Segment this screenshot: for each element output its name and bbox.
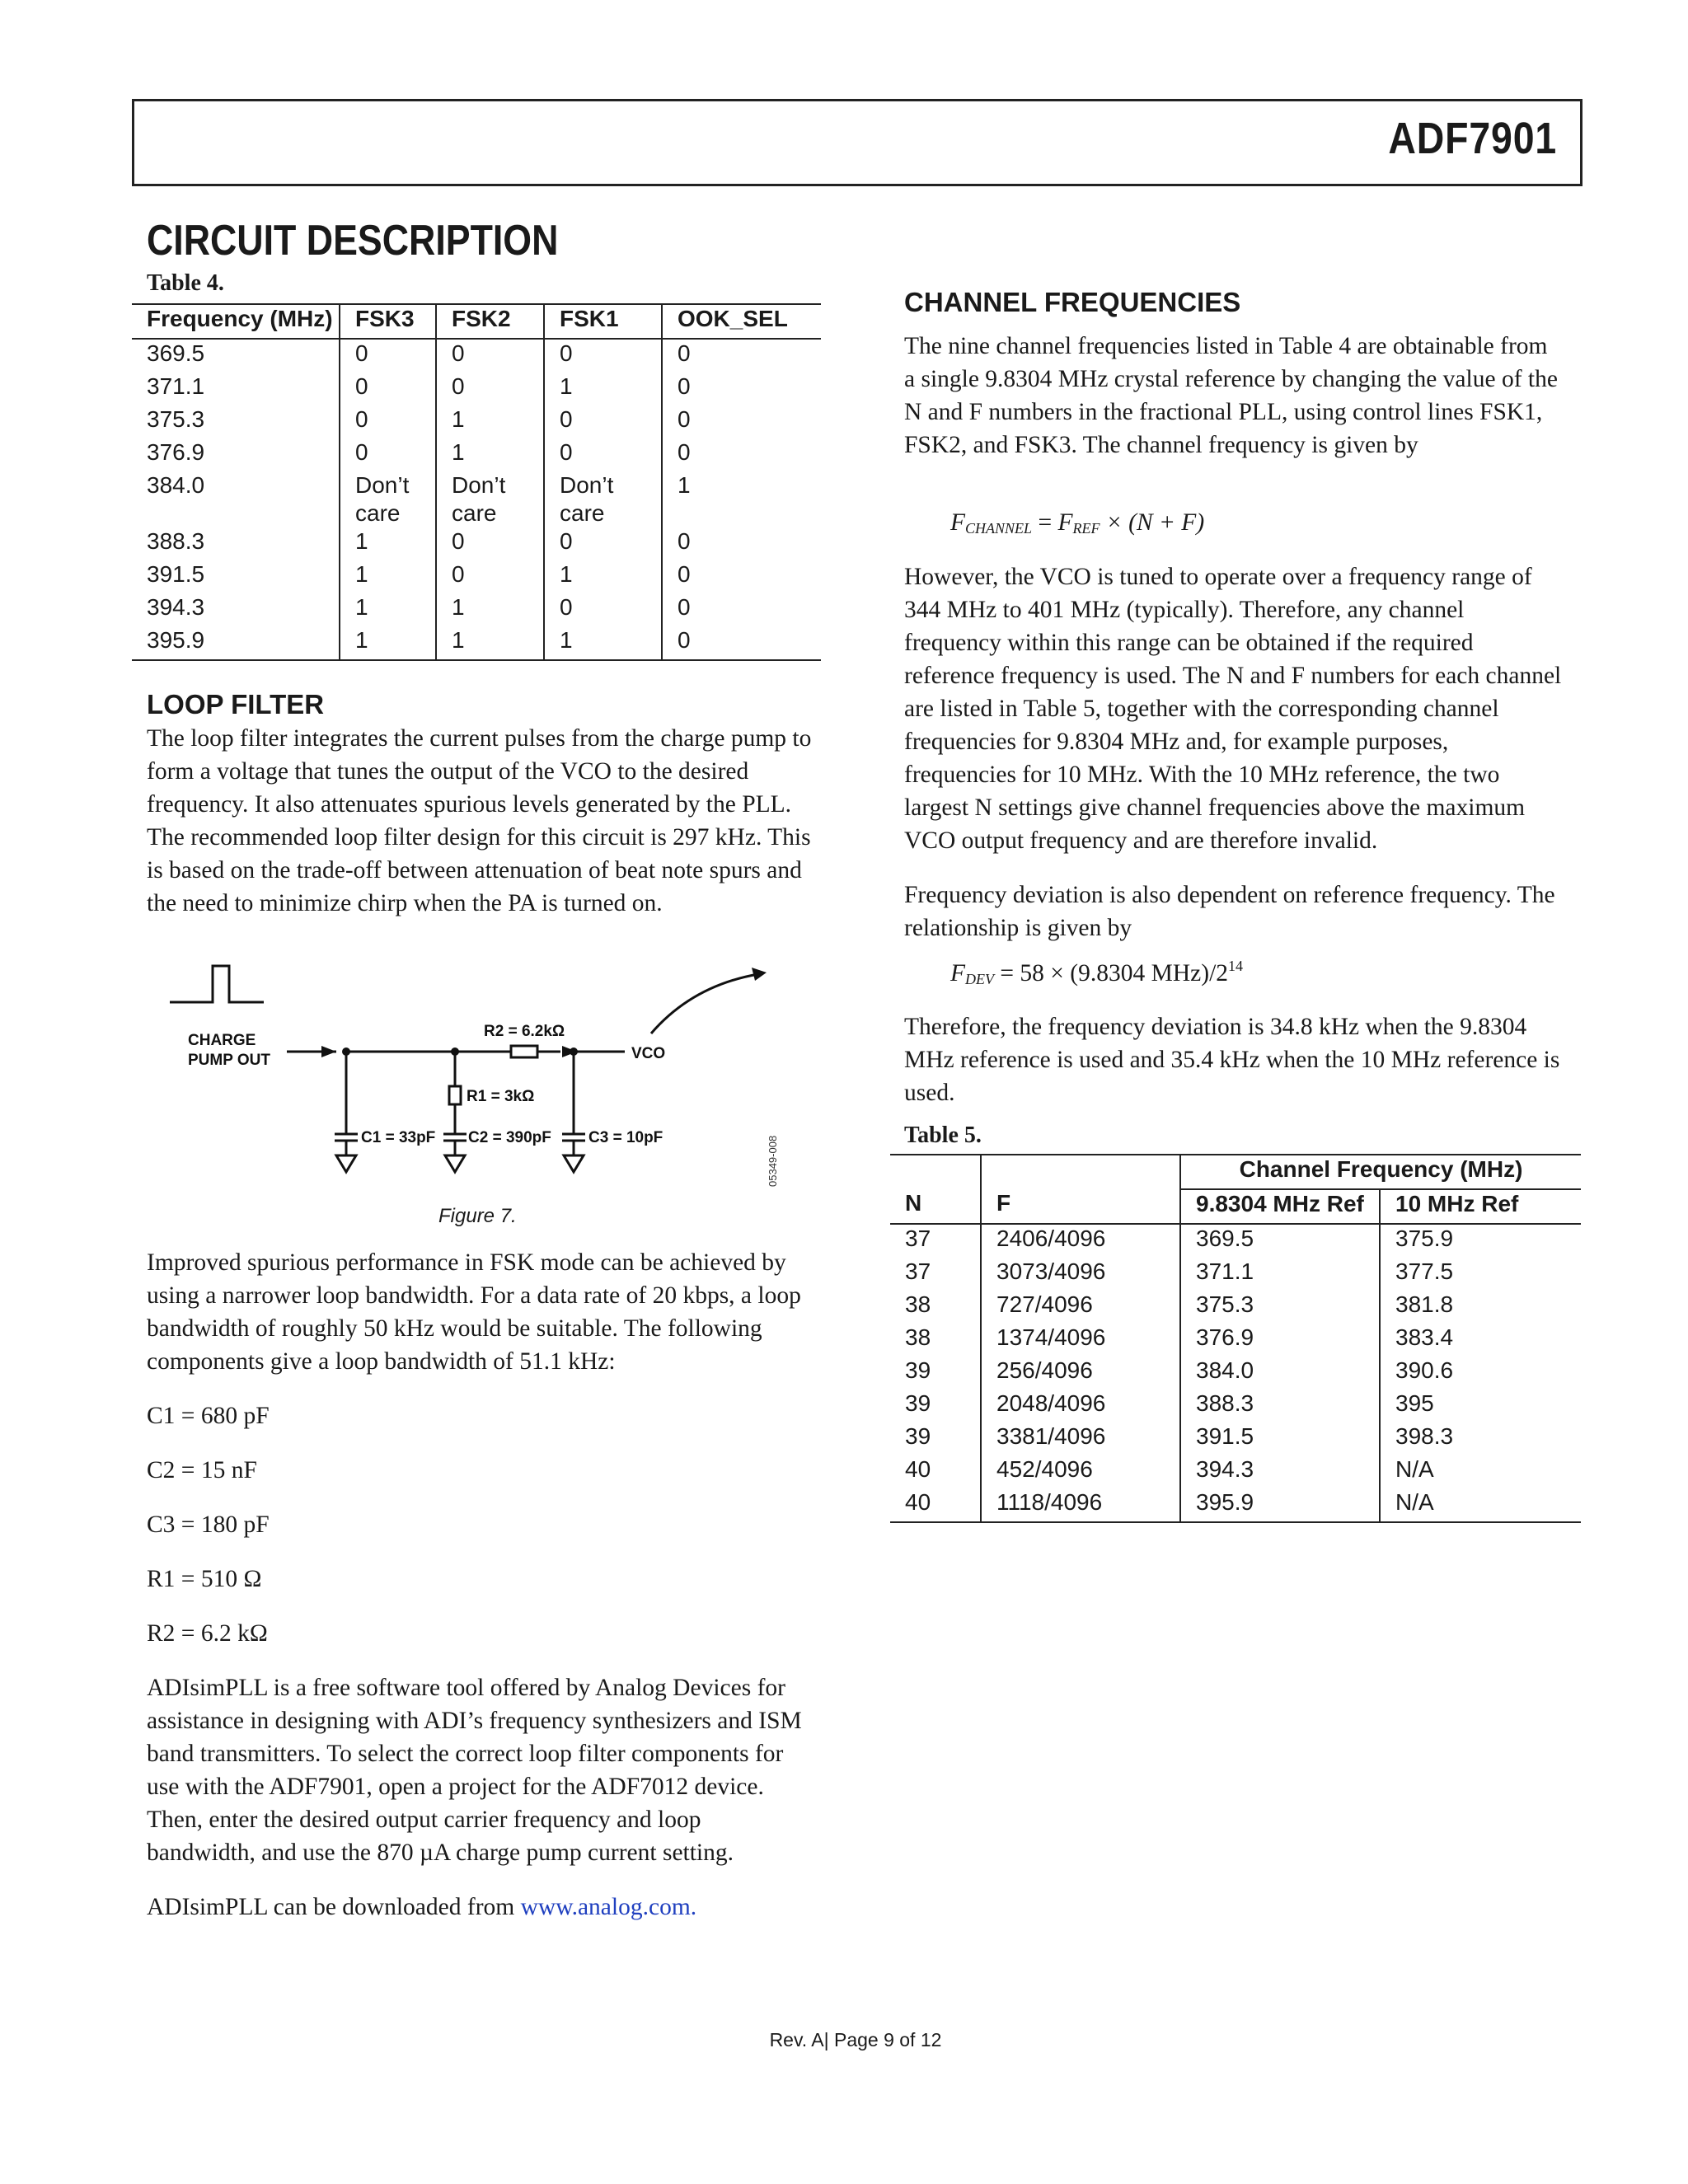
table-cell: 388.3 <box>1180 1390 1380 1422</box>
table-row <box>132 339 821 373</box>
deviation-equation <box>950 958 1243 988</box>
table-cell: 1374/4096 <box>981 1324 1180 1357</box>
figure-code: 05349-008 <box>767 1135 779 1187</box>
channel-frequency-equation <box>950 509 1204 537</box>
resistor-r2 <box>511 1046 537 1057</box>
eq-symbol: F <box>950 509 966 536</box>
table-cell: 40 <box>905 1489 931 1515</box>
section-title: CIRCUIT DESCRIPTION <box>147 217 559 265</box>
table-cell: 375.9 <box>1380 1224 1581 1258</box>
table5-header-row <box>890 1189 1581 1224</box>
table-cell: N/A <box>1380 1488 1581 1522</box>
table-row <box>890 1291 1581 1324</box>
table-cell: 39 <box>905 1390 931 1416</box>
table-cell: 3073/4096 <box>981 1258 1180 1291</box>
table-cell: 384.0 <box>1180 1357 1380 1390</box>
table-row <box>132 471 821 527</box>
table-cell: 40 <box>905 1456 931 1482</box>
table-cell: 0 <box>436 339 544 373</box>
table-cell: 0 <box>662 373 821 405</box>
table-cell: 1 <box>544 626 662 660</box>
paragraph: The nine channel frequencies listed in Table 4 are obtainable from a single 9.8304 MHz crystal reference by changing the value of the N and F numbers in the fractional PLL, using control lines FSK1, FSK2, and FSK3. The channel frequency is given by <box>904 333 1558 458</box>
resistor-r1 <box>449 1086 461 1104</box>
paragraph: The loop filter integrates the current pulses from the charge pump to form a voltage that tunes the output of the VCO to the desired frequency. It also attenuates spurious levels generated by the PLL. The recommended loop filter design for this circuit is 297 kHz. This is based on the trade-off between attenuation of beat note spurs and the need to minimize chirp when the PA is turned on. <box>147 725 812 916</box>
table-row <box>890 1324 1581 1357</box>
table-cell: 0 <box>340 373 436 405</box>
table-row <box>890 1488 1581 1522</box>
table5-group-header: Channel Frequency (MHz) <box>1180 1155 1581 1189</box>
table-cell: 1 <box>544 373 662 405</box>
eq-exponent: 14 <box>1228 958 1244 974</box>
schematic-wires <box>170 966 758 1172</box>
loop-filter-heading: LOOP FILTER <box>147 689 325 719</box>
component-value: R1 = 510 Ω <box>147 1566 262 1592</box>
arrow-icon <box>321 1046 336 1057</box>
table-cell: 38 <box>905 1291 931 1317</box>
table-cell: 384.0 <box>147 472 205 498</box>
table-row <box>132 626 821 660</box>
table4 <box>132 303 821 661</box>
table-cell: 0 <box>662 626 821 660</box>
table-cell: 1 <box>544 560 662 593</box>
eq-operator: = <box>1032 509 1058 536</box>
table-cell: 381.8 <box>1380 1291 1581 1324</box>
table-cell: 395 <box>1380 1390 1581 1422</box>
paragraph: However, the VCO is tuned to operate over a frequency range of 344 MHz to 401 MHz (typically). Therefore, any channel frequency within this range can be obtained if the required reference frequency is used. The N and F numbers for each channel are listed in Table 5, together with the corresponding channel frequencies for 9.8304 MHz and, for example purposes, frequencies for 10 MHz. With the 10 MHz reference, the two largest N settings give channel frequencies above the maximum VCO output frequency and are therefore invalid. <box>904 564 1562 854</box>
table-cell: 0 <box>662 339 821 373</box>
table-cell: 1 <box>436 626 544 660</box>
loop-filter-schematic <box>148 956 791 1195</box>
document-id: ADF7901 <box>1388 114 1557 163</box>
table-row <box>132 527 821 560</box>
table-cell: 37 <box>905 1258 931 1284</box>
table-cell: 0 <box>436 373 544 405</box>
table-row <box>132 560 821 593</box>
table-cell: 1118/4096 <box>981 1488 1180 1522</box>
table-cell: 371.1 <box>1180 1258 1380 1291</box>
table-cell: 0 <box>662 527 821 560</box>
junction-dot <box>570 1047 578 1056</box>
table4-body <box>132 339 821 660</box>
eq-subscript: CHANNEL <box>965 520 1033 537</box>
page-footer: Rev. A| Page 9 of 12 <box>769 2029 942 2050</box>
table5-blank-header <box>890 1155 981 1189</box>
ground-icon <box>564 1155 584 1172</box>
table-cell: 0 <box>436 560 544 593</box>
paragraph: Improved spurious performance in FSK mode can be achieved by using a narrower loop bandwidth. For a data rate of 20 kbps, a loop bandwidth of roughly 50 kHz would be suitable. The following components give a loop bandwidth of 51.1 kHz: <box>147 1249 801 1375</box>
junction-dot <box>451 1047 459 1056</box>
table-cell: Don’t care <box>544 471 662 527</box>
component-value: C3 = 180 pF <box>147 1511 270 1538</box>
junction-dot <box>342 1047 350 1056</box>
table-cell: 371.1 <box>147 373 205 399</box>
table-cell: 0 <box>544 339 662 373</box>
table-cell: 1 <box>436 405 544 438</box>
table-row <box>890 1258 1581 1291</box>
table-cell: 394.3 <box>147 594 205 620</box>
download-text: ADIsimPLL can be downloaded from <box>147 1894 521 1920</box>
arrow-icon <box>752 968 767 981</box>
table-cell: 1 <box>340 626 436 660</box>
figure-caption: Figure 7. <box>438 1205 517 1227</box>
table5-header: 9.8304 MHz Ref <box>1180 1189 1380 1224</box>
table5-header: F <box>981 1189 1180 1224</box>
table-cell: 369.5 <box>147 340 205 366</box>
table4-header: OOK_SEL <box>662 304 821 339</box>
paragraph: ADIsimPLL is a free software tool offered by Analog Devices for assistance in designing with ADI’s frequency synthesizers and ISM band transmitters. To select the correct loop filter components for use with the ADF7901, open a project for the ADF7012 device. Then, enter the desired output carrier frequency and loop bandwidth, and use the 870 µA charge pump current setting. <box>147 1675 802 1866</box>
table5-body <box>890 1224 1581 1522</box>
c3-label: C3 = 10pF <box>588 1129 663 1146</box>
table-cell: 376.9 <box>1180 1324 1380 1357</box>
table-cell: 398.3 <box>1380 1422 1581 1455</box>
table-cell: 0 <box>544 438 662 471</box>
table-cell: 0 <box>544 593 662 626</box>
table-row <box>890 1224 1581 1258</box>
table4-header: FSK2 <box>436 304 544 339</box>
table-cell: 1 <box>662 471 821 527</box>
table-cell: 369.5 <box>1180 1224 1380 1258</box>
ground-icon <box>445 1155 465 1172</box>
table-cell: 1 <box>340 560 436 593</box>
table-cell: 395.9 <box>147 627 205 653</box>
eq-symbol: F <box>1057 509 1073 536</box>
ground-icon <box>336 1155 356 1172</box>
channel-text-3 <box>904 1010 1564 1131</box>
table-cell: 376.9 <box>147 439 205 465</box>
header-box <box>132 99 1582 186</box>
table-row <box>890 1357 1581 1390</box>
table-cell: 375.3 <box>147 406 205 432</box>
table-cell: 0 <box>662 560 821 593</box>
table-cell: 395.9 <box>1180 1488 1380 1522</box>
table-cell: 0 <box>544 405 662 438</box>
table-cell: 391.5 <box>147 561 205 587</box>
table-cell: 391.5 <box>1180 1422 1380 1455</box>
table-row <box>890 1455 1581 1488</box>
component-value: C2 = 15 nF <box>147 1457 257 1483</box>
paragraph: Therefore, the frequency deviation is 34.8 kHz when the 9.8304 MHz reference is used and 35.4 kHz when the 10 MHz reference is used. <box>904 1014 1560 1106</box>
table-cell: 1 <box>340 527 436 560</box>
charge-pump-label: PUMP OUT <box>188 1052 270 1069</box>
table-cell: 38 <box>905 1324 931 1350</box>
table5-header: N <box>890 1189 981 1224</box>
table-cell: 256/4096 <box>981 1357 1180 1390</box>
table-cell: 388.3 <box>147 528 205 554</box>
table-cell: 39 <box>905 1357 931 1383</box>
table-cell: Don’t care <box>340 471 436 527</box>
channel-frequencies-heading: CHANNEL FREQUENCIES <box>904 287 1241 317</box>
eq-symbol: F <box>950 960 966 987</box>
table5-header: 10 MHz Ref <box>1380 1189 1581 1224</box>
paragraph <box>147 1891 814 1924</box>
table4-header: FSK1 <box>544 304 662 339</box>
table-cell: 3381/4096 <box>981 1422 1180 1455</box>
table5 <box>890 1154 1581 1523</box>
table-cell: 377.5 <box>1380 1258 1581 1291</box>
table-cell: 0 <box>544 527 662 560</box>
eq-expression: × (N + F) <box>1100 509 1205 536</box>
eq-subscript: DEV <box>965 971 995 987</box>
c1-label: C1 = 33pF <box>361 1129 436 1146</box>
r2-label: R2 = 6.2kΩ <box>484 1023 565 1040</box>
table4-caption: Table 4. <box>147 270 224 296</box>
table-cell: 0 <box>340 339 436 373</box>
c2-label: C2 = 390pF <box>468 1129 551 1146</box>
table-row <box>132 405 821 438</box>
pulse-symbol <box>170 966 264 1002</box>
table-cell: 1 <box>436 438 544 471</box>
channel-text-2 <box>904 560 1564 966</box>
table-cell: 1 <box>340 593 436 626</box>
table-row <box>132 593 821 626</box>
table-cell: 0 <box>662 593 821 626</box>
analog-website-link[interactable]: www.analog.com. <box>520 1894 697 1920</box>
eq-expression: = 58 × (9.8304 MHz)/2 <box>994 960 1229 987</box>
table-cell: Don’t care <box>436 471 544 527</box>
table-cell: 0 <box>340 438 436 471</box>
vco-label: VCO <box>631 1045 666 1062</box>
table-cell: 383.4 <box>1380 1324 1581 1357</box>
charge-pump-label: CHARGE <box>188 1032 256 1049</box>
table-row <box>132 438 821 471</box>
table-cell: 2048/4096 <box>981 1390 1180 1422</box>
table-row <box>132 373 821 405</box>
component-value: R2 = 6.2 kΩ <box>147 1620 268 1647</box>
table-row <box>890 1422 1581 1455</box>
table5-blank-header <box>981 1155 1180 1189</box>
loop-filter-text-2 <box>147 1246 814 1945</box>
component-value: C1 = 680 pF <box>147 1403 270 1429</box>
table5-caption: Table 5. <box>904 1122 982 1148</box>
table-cell: 394.3 <box>1180 1455 1380 1488</box>
table-cell: 727/4096 <box>981 1291 1180 1324</box>
table-cell: 0 <box>436 527 544 560</box>
table4-header-row <box>132 304 821 339</box>
table5-group-row <box>890 1155 1581 1189</box>
table-cell: 2406/4096 <box>981 1224 1180 1258</box>
table-cell: 0 <box>662 405 821 438</box>
table-cell: 37 <box>905 1226 931 1251</box>
loop-filter-text-1 <box>147 722 814 941</box>
table-cell: N/A <box>1380 1455 1581 1488</box>
table-cell: 375.3 <box>1180 1291 1380 1324</box>
table-cell: 39 <box>905 1423 931 1449</box>
table-row <box>890 1390 1581 1422</box>
channel-text-1 <box>904 330 1564 483</box>
table4-header: FSK3 <box>340 304 436 339</box>
vco-curve <box>651 974 758 1033</box>
eq-subscript: REF <box>1072 520 1100 537</box>
table-cell: 0 <box>662 438 821 471</box>
r1-label: R1 = 3kΩ <box>467 1088 535 1105</box>
table4-header: Frequency (MHz) <box>132 304 340 339</box>
table-cell: 1 <box>436 593 544 626</box>
table-cell: 452/4096 <box>981 1455 1180 1488</box>
paragraph: Frequency deviation is also dependent on reference frequency. The relationship is given by <box>904 882 1555 941</box>
table-cell: 0 <box>340 405 436 438</box>
table-cell: 390.6 <box>1380 1357 1581 1390</box>
